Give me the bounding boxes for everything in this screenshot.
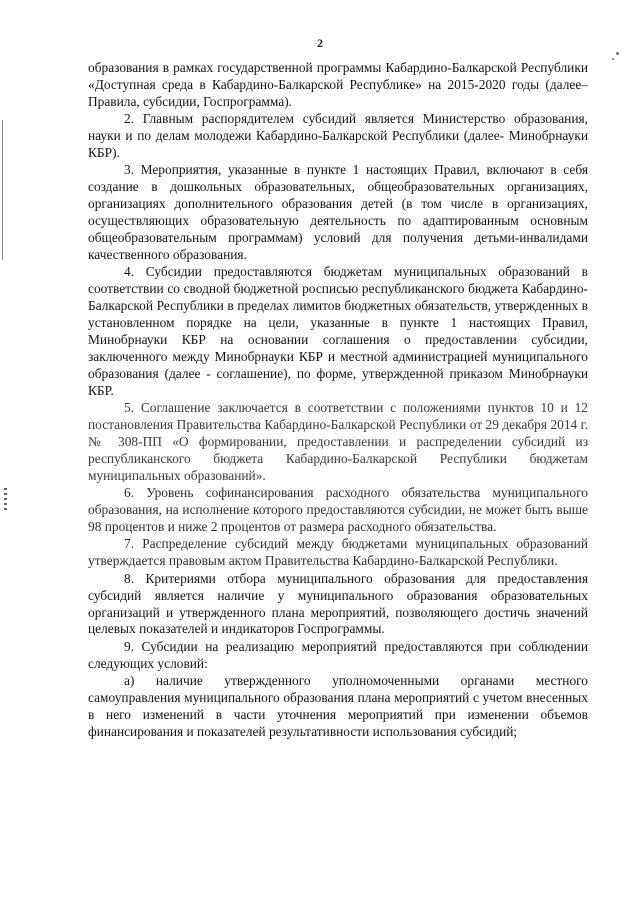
scan-artifact-speck [612, 58, 614, 60]
paragraph-continuation: образования в рамках государственной программы Кабардино-Балкарской Республики «Доступная среда в Кабардино-Балкарской Республике» на 2015-2020 годы (далее–Правила, субсидии, Госпрограмма). [88, 60, 588, 109]
scan-artifact-speck [616, 52, 619, 55]
paragraph-9a-plan: а) наличие утвержденного уполномоченными органами местного самоуправления муниципального образования плана мероприятий с учетом внесенных в него изменений в части уточнения мероприятий при изменении объемов финансирования и показателей результативности использования субсидий; [88, 673, 588, 739]
paragraph-9-conditions: 9. Субсидии на реализацию мероприятий предоставляются при соблюдении следующих условий: [88, 638, 588, 671]
paragraph-7-distribution: 7. Распределение субсидий между бюджетами муниципальных образований утверждается правовым актом Правительства Кабардино-Балкарской Республики. [88, 536, 588, 569]
paragraph-2-chief-administrator: 2. Главным распорядителем субсидий является Министерство образования, науки и по делам молодежи Кабардино-Балкарской Республики (далее- Минобрнауки КБР). [88, 111, 588, 161]
paragraph-4-subsidy-provision: 4. Субсидии предоставляются бюджетам муниципальных образований в соответствии со сводной бюджетной росписью республиканского бюджета Кабардино-Балкарской Республики в пределах лимитов бюджетных обязательств, утвержденных в установленном порядке на цели, указанные в пункте 1 настоящих Правил, Минобрнауки КБР на основании соглашения о предоставлении субсидии, заключенного между Минобрнауки КБР и местной администрацией муниципального образования (далее - соглашение), по форме, утвержденной приказом Минобрнауки КБР. [88, 264, 588, 398]
page-number: 2 [317, 36, 323, 50]
paragraph-6-cofinancing: 6. Уровень софинансирования расходного обязательства муниципального образования, на исполнение которого предоставляются субсидии, не может быть выше 98 процентов и ниже 2 процентов от размера расходного обязательства. [88, 485, 588, 534]
scan-artifact-left-dots [4, 488, 7, 512]
document-body [88, 60, 588, 741]
paragraph-8-selection-criteria: 8. Критериями отбора муниципального образования для предоставления субсидий является наличие у муниципального образования образовательных организаций и утвержденного плана мероприятий, позволяющего достичь значений целевых показателей и индикаторов Госпрограммы. [88, 570, 588, 637]
paragraph-5-agreement: 5. Соглашение заключается в соответствии с положениями пунктов 10 и 12 постановления Правительства Кабардино-Балкарской Республики от 29 декабря 2014 г. № 308-ПП «О формировании, предоставлении и распределении субсидий из республиканского бюджета Кабардино-Балкарской Республики бюджетам муниципальных образований». [88, 400, 588, 483]
paragraph-3-activities: 3. Мероприятия, указанные в пункте 1 настоящих Правил, включают в себя создание в дошкольных образовательных, общеобразовательных организациях, организациях дополнительного образования детей (в том числе в организациях, осуществляющих образовательную деятельность по адаптированным основным общеобразовательным программам) условий для получения детьми-инвалидами качественного образования. [88, 162, 588, 262]
scan-artifact-left-edge [2, 120, 3, 260]
